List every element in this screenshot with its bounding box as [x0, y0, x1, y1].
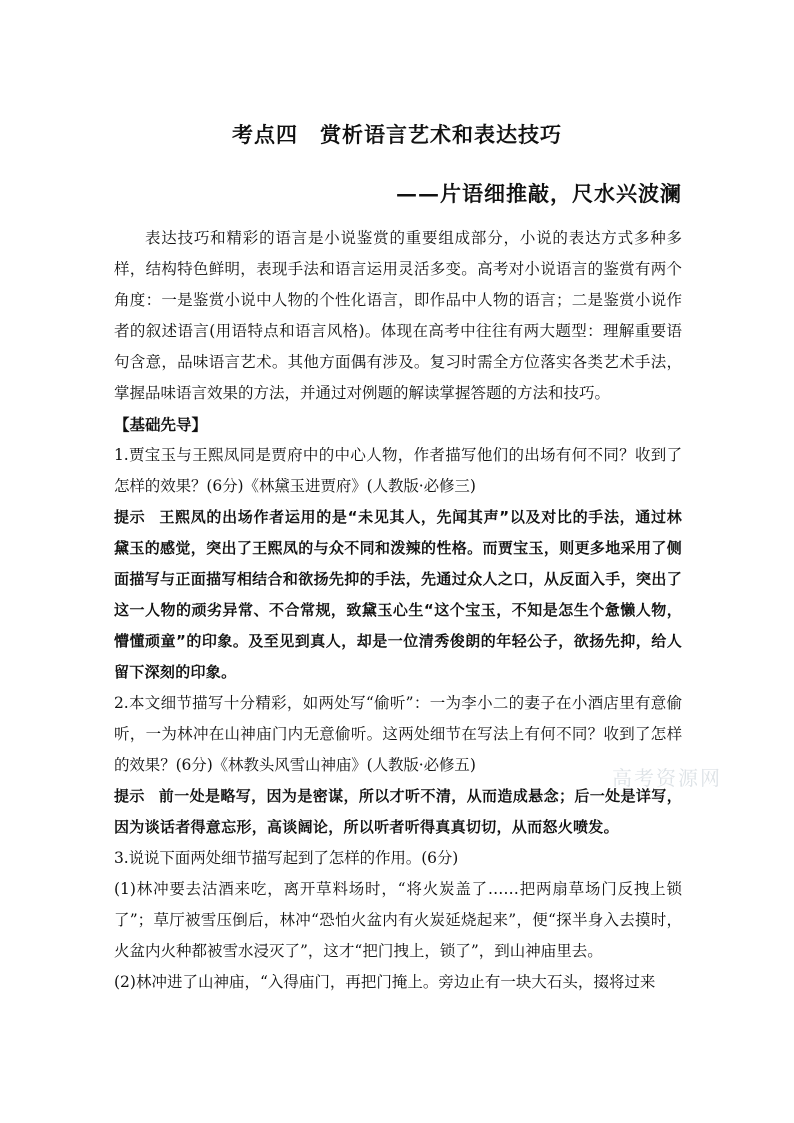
hint-1 [114, 502, 682, 688]
hint-2 [114, 781, 682, 843]
intro-paragraph: 表达技巧和精彩的语言是小说鉴赏的重要组成部分，小说的表达方式多种多样，结构特色鲜明，表现手法和语言运用灵活多变。高考对小说语言的鉴赏有两个角度：一是鉴赏小说中人物的个性化语言，即作品中人物的语言；二是鉴赏小说作者的叙述语言(用语特点和语言风格)。体现在高考中往往有两大题型：理解重要语句含意，品味语言艺术。其他方面偶有涉及。复习时需全方位落实各类艺术手法，掌握品味语言效果的方法，并通过对例题的解读掌握答题的方法和技巧。 [114, 229, 682, 402]
hint-1-label: 提示 [114, 508, 146, 526]
question-3-item-1: (1)林冲要去沽酒来吃，离开草料场时，“将火炭盖了……把两扇草场门反拽上锁了”；草厅被雪压倒后，林冲“恐怕火盆内有火炭延烧起来”，便“探半身入去摸时，火盆内火种都被雪水浸灭了”，这才“把门拽上，锁了”，到山神庙里去。 [114, 880, 682, 960]
page-subtitle: ——片语细推敲，尺水兴波澜 [396, 181, 682, 206]
hint-1-text: 王熙凤的出场作者运用的是“未见其人，先闻其声”以及对比的手法，通过林黛玉的感觉，突出了王熙凤的与众不同和泼辣的性格。而贾宝玉，则更多地采用了侧面描写与正面描写相结合和欲扬先抑的手法，先通过众人之口，从反面入手，突出了这一人物的顽劣异常、不合常规，致黛玉心生“这个宝玉，不知是怎生个惫懒人物，懵懂顽童”的印象。及至见到真人，却是一位清秀俊朗的年轻公子，欲扬先抑，给人留下深刻的印象。 [114, 508, 682, 681]
watermark: 高考资源网 [612, 766, 722, 790]
question-1: 1.贾宝玉与王熙凤同是贾府中的中心人物，作者描写他们的出场有何不同？收到了怎样的效果？(6分)《林黛玉进贾府》(人教版·必修三) [114, 446, 682, 495]
question-3: 3.说说下面两处细节描写起到了怎样的作用。(6分) [114, 849, 459, 867]
document-body [114, 223, 682, 998]
question-3-item-2: (2)林冲进了山神庙，“入得庙门，再把门掩上。旁边止有一块大石头，掇将过来 [114, 973, 656, 991]
page-title: 考点四 赏析语言艺术和表达技巧 [232, 122, 562, 147]
section-heading: 【基础先导】 [114, 415, 208, 434]
hint-2-label: 提示 [114, 787, 145, 805]
question-2: 2.本文细节描写十分精彩，如两处写“偷听”：一为李小二的妻子在小酒店里有意偷听，一为林冲在山神庙门内无意偷听。这两处细节在写法上有何不同？收到了怎样的效果？(6分)《林教头风雪山神庙》(人教版·必修五) [114, 694, 682, 774]
hint-2-text: 前一处是略写，因为是密谋，所以才听不清，从而造成悬念；后一处是详写，因为谈话者得意忘形，高谈阔论，所以听者听得真真切切，从而怒火喷发。 [114, 787, 682, 836]
